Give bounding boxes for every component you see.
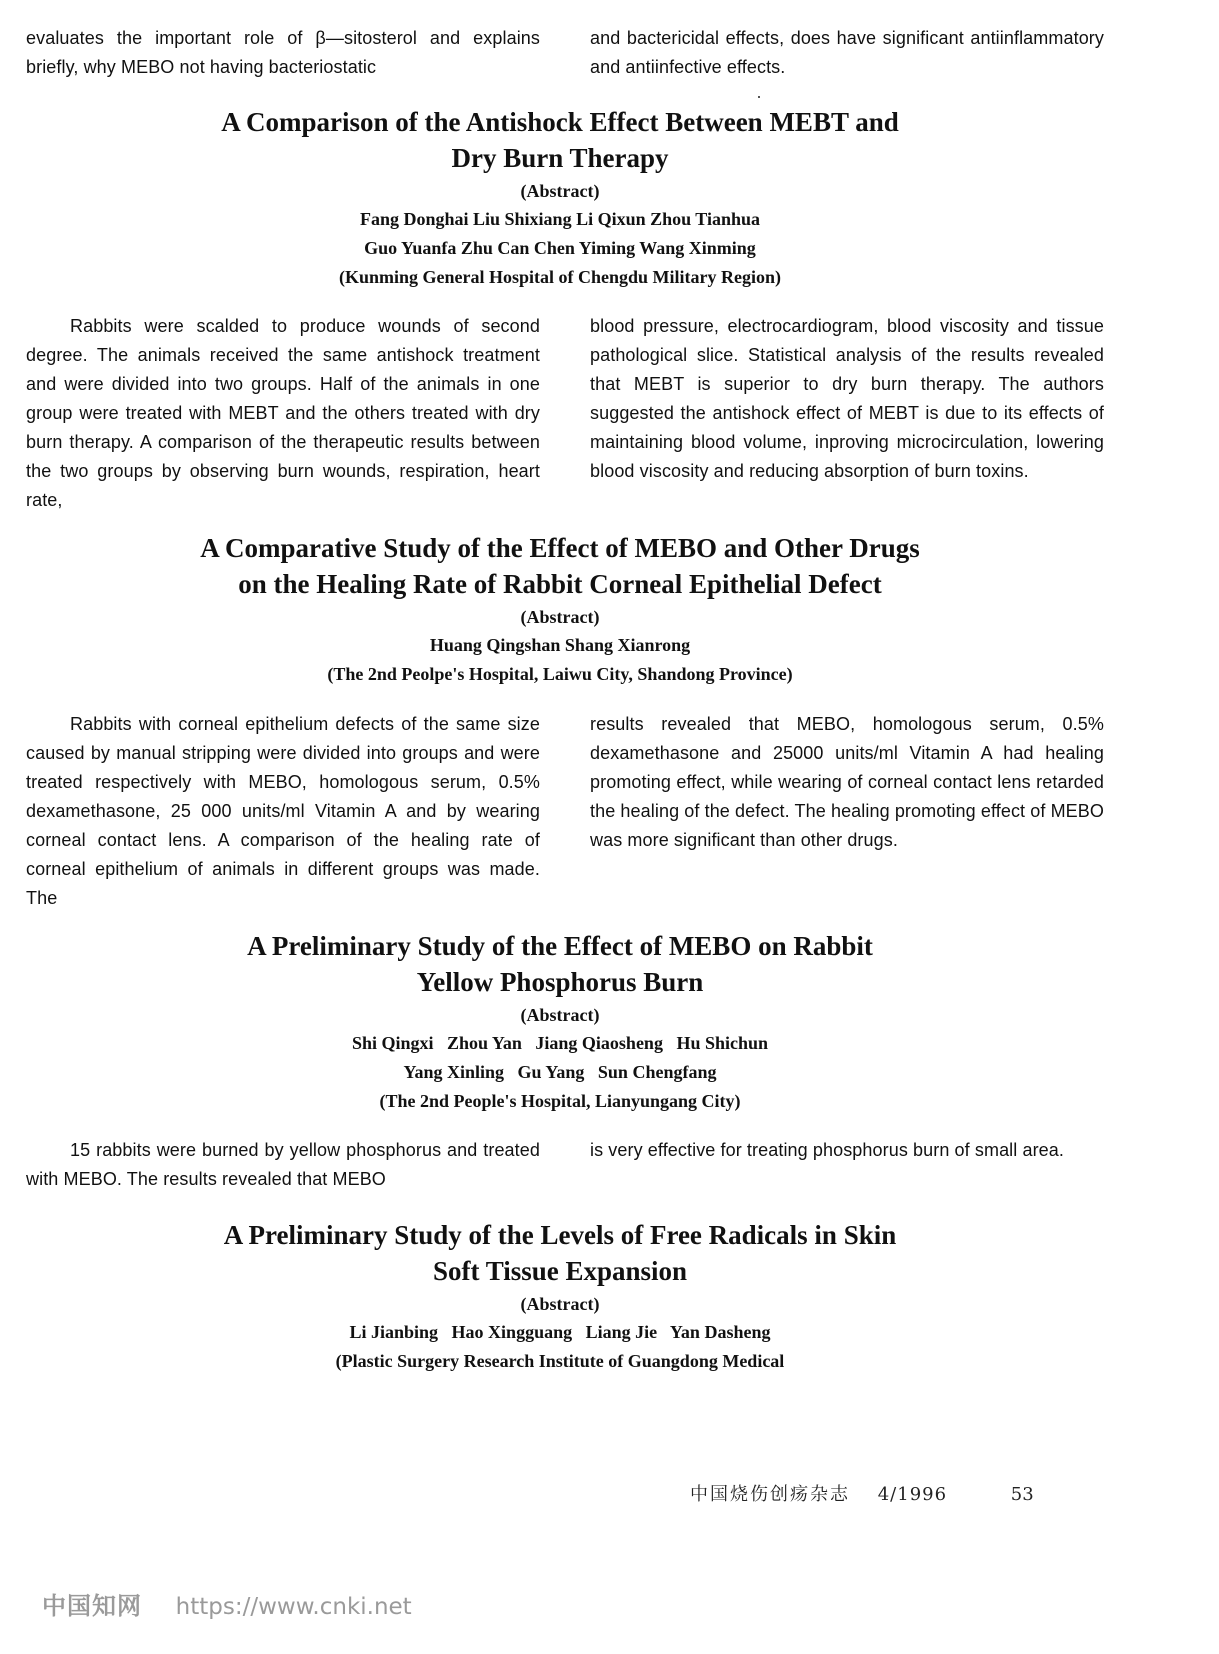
article-2-title-line-2: on the Healing Rate of Rabbit Corneal Epithelial Defect xyxy=(238,569,882,599)
article-1-body xyxy=(26,312,1104,515)
journal-name: 中国烧伤创疡杂志 xyxy=(690,1484,850,1505)
article-4-affiliation: (Plastic Surgery Research Institute of Guangdong Medical xyxy=(335,1351,785,1371)
article-3-title-line-1: A Preliminary Study of the Effect of MEBO on Rabbit xyxy=(247,931,873,961)
page-number: 53 xyxy=(1010,1484,1034,1505)
continuation-text xyxy=(26,24,1104,82)
article-2-body-left: Rabbits with corneal epithelium defects of the same size caused by manual stripping were divided into groups and were treated respectively with MEBO, homologous serum, 0.5% dexamethasone, 25 000 units/ml Vitamin A and by wearing corneal contact lens. A comparison of the healing rate of corneal epithelium of animals in different groups was made. The xyxy=(26,714,540,908)
article-3-body xyxy=(26,1136,1104,1194)
article-1-abstract-label: (Abstract) xyxy=(520,181,600,201)
article-1-body-left: Rabbits were scalded to produce wounds of second degree. The animals received the same antishock treatment and were divided into two groups. Half of the animals in one group were treated with MEBT and the others treated with dry burn therapy. A comparison of the therapeutic results between the two groups by observing burn wounds, respiration, heart rate, xyxy=(26,316,540,510)
article-4-header xyxy=(60,1217,1060,1376)
continuation-left-column xyxy=(26,24,540,82)
stray-mark xyxy=(758,96,760,98)
article-3-affiliation: (The 2nd People's Hospital, Lianyungang City) xyxy=(379,1091,741,1111)
article-3-left-column xyxy=(26,1136,540,1194)
article-3-authors-line-1: Shi Qingxi Zhou Yan Jiang Qiaosheng Hu Shichun xyxy=(352,1033,768,1053)
article-1-left-column xyxy=(26,312,540,515)
article-3-authors-line-2: Yang Xinling Gu Yang Sun Chengfang xyxy=(403,1062,717,1082)
article-4-authors-line-1: Li Jianbing Hao Xingguang Liang Jie Yan Dasheng xyxy=(349,1322,771,1342)
article-3-body-left: 15 rabbits were burned by yellow phosphorus and treated with MEBO. The results revealed that MEBO xyxy=(26,1140,540,1189)
continuation-right-column xyxy=(590,24,1104,82)
continuation-right-paragraph: and bactericidal effects, does have significant antiinflammatory and antiinfective effects. xyxy=(590,28,1104,77)
article-1-title-line-2: Dry Burn Therapy xyxy=(451,143,669,173)
article-1-authors-line-2: Guo Yuanfa Zhu Can Chen Yiming Wang Xinming xyxy=(364,238,756,258)
article-3-title-line-2: Yellow Phosphorus Burn xyxy=(416,967,704,997)
article-1-right-column xyxy=(590,312,1104,515)
article-3-header xyxy=(60,928,1060,1116)
article-3-abstract-label: (Abstract) xyxy=(520,1005,600,1025)
issue-number: 4/1996 xyxy=(877,1484,948,1505)
cnki-logo: 中国知网 xyxy=(42,1592,142,1620)
article-2-authors-line-1: Huang Qingshan Shang Xianrong xyxy=(429,635,691,655)
article-1-body-right: blood pressure, electrocardiogram, blood viscosity and tissue pathological slice. Statistical analysis of the results revealed that MEBT is superior to dry burn therapy. The authors suggested the antishock effect of MEBT is due to its effects of maintaining blood volume, inproving microcirculation, lowering blood viscosity and reducing absorption of burn toxins. xyxy=(590,316,1104,481)
article-2-body-right: results revealed that MEBO, homologous serum, 0.5% dexamethasone and 25000 units/ml Vitamin A had healing promoting effect, while wearing of corneal contact lens retarded the healing of the defect. The healing promoting effect of MEBO was more significant than other drugs. xyxy=(590,714,1104,850)
article-1-affiliation: (Kunming General Hospital of Chengdu Military Region) xyxy=(338,267,781,287)
article-2-header xyxy=(60,530,1060,689)
article-2-left-column xyxy=(26,710,540,913)
cnki-watermark xyxy=(42,1586,412,1621)
cnki-url: https://www.cnki.net xyxy=(175,1594,412,1620)
article-3-right-column xyxy=(590,1136,1104,1194)
article-1-authors-line-1: Fang Donghai Liu Shixiang Li Qixun Zhou Tianhua xyxy=(359,209,761,229)
page-footer xyxy=(690,1480,1034,1506)
article-2-title-line-1: A Comparative Study of the Effect of MEBO and Other Drugs xyxy=(200,533,920,563)
article-1-title-line-1: A Comparison of the Antishock Effect Between MEBT and xyxy=(221,107,899,137)
article-4-title-line-1: A Preliminary Study of the Levels of Free Radicals in Skin xyxy=(223,1220,897,1250)
article-2-right-column xyxy=(590,710,1104,913)
article-2-affiliation: (The 2nd Peolpe's Hospital, Laiwu City, Shandong Province) xyxy=(327,664,793,684)
article-3-body-right: is very effective for treating phosphorus burn of small area. xyxy=(590,1140,1065,1160)
article-4-abstract-label: (Abstract) xyxy=(520,1294,600,1314)
article-1-header xyxy=(60,104,1060,292)
article-2-body xyxy=(26,710,1104,913)
continuation-left-paragraph: evaluates the important role of β—sitosterol and explains briefly, why MEBO not having bacteriostatic xyxy=(26,28,540,77)
article-4-title-line-2: Soft Tissue Expansion xyxy=(432,1256,688,1286)
article-2-abstract-label: (Abstract) xyxy=(520,607,600,627)
